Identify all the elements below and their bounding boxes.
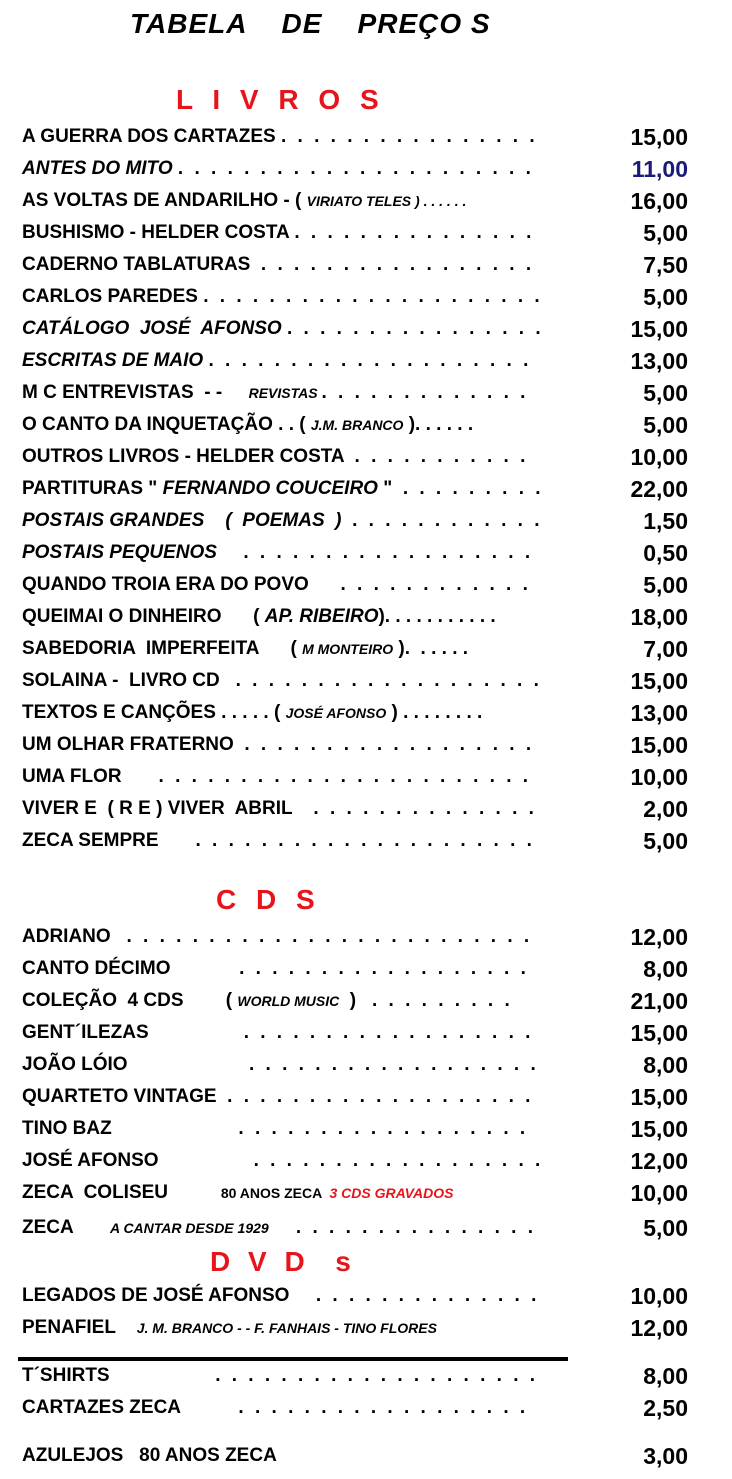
item-price: 18,00 <box>630 604 688 630</box>
cds-item <box>22 1082 688 1112</box>
livros-item <box>22 314 688 344</box>
item-name <box>22 1393 238 1423</box>
item-name-part: COLEÇÃO 4 CDS ( <box>22 990 238 1011</box>
leader-dots: . . . . . . . . . . . . . . . . . . . . . <box>195 830 535 851</box>
item-name <box>22 506 352 536</box>
item-price: 0,50 <box>643 540 688 566</box>
item-name <box>22 666 236 696</box>
livros-item <box>22 218 688 248</box>
item-price: 15,00 <box>630 668 688 694</box>
item-name <box>22 154 178 184</box>
item-name-part: AS VOLTAS DE ANDARILHO - ( <box>22 190 307 211</box>
leader-dots: . . . . . . . . . . . . . . . . . . . <box>227 1086 534 1107</box>
item-name-part: WORLD MUSIC <box>237 993 340 1009</box>
item-name-part: BUSHISMO - HELDER COSTA <box>22 222 295 243</box>
item-name <box>22 922 127 952</box>
item-name-part: AZULEJOS 80 ANOS ZECA <box>22 1445 277 1466</box>
item-name <box>22 954 239 984</box>
leader-dots: . . . . . . . . . . . . . . . . . . <box>239 958 529 979</box>
leader-dots: . . . . . . . . . . . <box>354 446 529 467</box>
leader-dots: . . . . . . . . . <box>371 990 513 1011</box>
leader-dots: . . . . . . . . . <box>402 478 544 499</box>
item-price: 15,00 <box>630 316 688 342</box>
item-price: 15,00 <box>630 1116 688 1142</box>
leader-dots: . . . . . . . . . . . . . . . . . . . . <box>208 350 532 371</box>
item-name-part: UM OLHAR FRATERNO <box>22 734 245 755</box>
item-name <box>22 378 321 408</box>
cds-item <box>22 922 688 952</box>
item-price: 7,00 <box>643 636 688 662</box>
livros-item <box>22 826 688 856</box>
livros-item <box>22 538 688 568</box>
item-name-part: ) <box>339 990 372 1011</box>
item-name <box>22 538 243 568</box>
page-title: TABELA DE PREÇO S <box>130 8 491 39</box>
extras-item <box>22 1441 688 1471</box>
livros-item <box>22 122 688 152</box>
item-name <box>22 442 355 472</box>
leader-dots: . . . . . . . . . . . . <box>340 574 531 595</box>
leader-dots: . . . . . . . . . . . . . . . . <box>280 126 538 147</box>
leader-dots: . . . . . . . . . . . . . . . . . . . <box>235 670 542 691</box>
livros-item <box>22 762 688 792</box>
livros-item <box>22 346 688 376</box>
item-price: 5,00 <box>643 572 688 598</box>
item-name-part: ESCRITAS DE MAIO <box>22 350 209 371</box>
item-price: 1,50 <box>643 508 688 534</box>
leader-dots: . . . . . . . . . . . . . . . . . . <box>238 1397 529 1418</box>
item-name <box>22 1018 244 1048</box>
item-name <box>22 794 313 824</box>
item-name-part: ZECA <box>22 1217 110 1238</box>
item-name-part: QUARTETO VINTAGE <box>22 1086 228 1107</box>
livros-item <box>22 410 688 440</box>
item-name <box>22 730 244 760</box>
item-price: 5,00 <box>643 828 688 854</box>
livros-item <box>22 570 688 600</box>
item-name-part: OUTROS LIVROS - HELDER COSTA <box>22 446 355 467</box>
item-name-part: ANTES DO MITO <box>22 158 178 179</box>
item-name-part: POSTAIS PEQUENOS <box>22 542 244 563</box>
extras-item <box>22 1393 688 1423</box>
item-name-part: " <box>377 478 403 499</box>
livros-item <box>22 794 688 824</box>
item-name-part: CATÁLOGO JOSÉ AFONSO <box>22 318 287 339</box>
item-name <box>22 1082 227 1112</box>
item-price: 10,00 <box>630 764 688 790</box>
leader-dots: . . . . . . . . . . . . . . . . <box>286 318 544 339</box>
item-name-part: JOSÉ AFONSO <box>22 1150 254 1171</box>
item-name-part: CARLOS PAREDES <box>22 286 204 307</box>
section-title-dvds: D V D s <box>210 1246 356 1277</box>
dvds-item <box>22 1313 688 1343</box>
item-price: 5,00 <box>643 1215 688 1241</box>
item-price: 5,00 <box>643 412 688 438</box>
livros-item <box>22 378 688 408</box>
item-name <box>22 1213 296 1243</box>
leader-dots: . . . . . . . . . . . . . . <box>313 798 537 819</box>
item-name <box>22 1178 453 1208</box>
item-name-part: 80 ANOS ZECA <box>220 1185 330 1201</box>
item-name <box>22 1361 215 1391</box>
item-price: 15,00 <box>630 732 688 758</box>
item-price: 13,00 <box>630 700 688 726</box>
item-name-part: TINO BAZ <box>22 1118 239 1139</box>
livros-item <box>22 442 688 472</box>
cds-item <box>22 1114 688 1144</box>
item-name <box>22 602 496 632</box>
item-price: 2,00 <box>643 796 688 822</box>
leader-dots: . . . . . . . . . . . . . . . . . . . . . . . <box>158 766 532 787</box>
leader-dots: . . . . . . . . . . . . . . . . . . <box>253 1150 544 1171</box>
livros-item <box>22 506 688 536</box>
leader-dots: . . . . . . . . . . . . . . . . . . <box>244 734 535 755</box>
item-name <box>22 762 159 792</box>
item-name-part: CADERNO TABLATURAS <box>22 254 261 275</box>
leader-dots: . . . . . . . . . . . . . . . . . . <box>243 1022 534 1043</box>
item-name <box>22 122 281 152</box>
item-price: 12,00 <box>630 924 688 950</box>
item-name <box>22 1114 238 1144</box>
item-name-part: GENT´ILEZAS <box>22 1022 244 1043</box>
item-name-part: AP. RIBEIRO <box>264 606 379 627</box>
item-name-part: J.M. BRANCO <box>310 417 404 433</box>
item-name-part: VIVER E ( R E ) VIVER ABRIL <box>22 798 314 819</box>
leader-dots: . . . . . . . . . . . . . . . . . . <box>238 1118 529 1139</box>
livros-item <box>22 154 688 184</box>
item-name-part: VIRIATO TELES ) . . . . . . <box>306 193 467 209</box>
leader-dots: . . . . . . . . . . . . . . . <box>294 222 535 243</box>
leader-dots: . . . . . . . . . . . . . . . . . . <box>248 1054 539 1075</box>
section-title-livros: L I V R O S <box>176 84 385 115</box>
item-name-part: SOLAINA - LIVRO CD <box>22 670 236 691</box>
item-name <box>22 282 203 312</box>
leader-dots: . . . . . . . . . . . . <box>352 510 543 531</box>
leader-dots: . . . . . . . . . . . . . . . . . . . . . . <box>177 158 543 179</box>
item-name-part: PENAFIEL <box>22 1317 137 1338</box>
cds-item <box>22 1178 688 1208</box>
item-name-part: JOÃO LÓIO <box>22 1054 249 1075</box>
cds-item <box>22 1050 688 1080</box>
livros-item <box>22 602 688 632</box>
item-name-part: 3 CDS GRAVADOS <box>329 1185 454 1201</box>
item-name-part: ZECA COLISEU <box>22 1182 221 1203</box>
item-name <box>22 1441 277 1471</box>
item-price: 5,00 <box>643 380 688 406</box>
item-price: 10,00 <box>630 1180 688 1206</box>
item-name <box>22 218 294 248</box>
livros-item <box>22 282 688 312</box>
item-name-part: A GUERRA DOS CARTAZES <box>22 126 281 147</box>
item-name <box>22 986 372 1016</box>
item-price: 10,00 <box>630 1283 688 1309</box>
item-name <box>22 698 482 728</box>
item-price: 21,00 <box>630 988 688 1014</box>
livros-item <box>22 666 688 696</box>
item-name <box>22 314 287 344</box>
livros-item <box>22 698 688 728</box>
extras-item <box>22 1361 688 1391</box>
leader-dots: . . . . . . . . . . . . . . . <box>295 1217 536 1238</box>
item-price: 3,00 <box>643 1443 688 1469</box>
leader-dots: . . . . . . . . . . . . . . . . . . <box>243 542 534 563</box>
item-name-part: REVISTAS <box>248 385 322 401</box>
section-title-cds: C D S <box>216 884 321 915</box>
item-name <box>22 474 403 504</box>
item-price: 12,00 <box>630 1315 688 1341</box>
leader-dots: . . . . . . . . . . . . . <box>321 382 529 403</box>
item-price: 15,00 <box>630 1020 688 1046</box>
item-name-part: T´SHIRTS <box>22 1365 216 1386</box>
item-price: 15,00 <box>630 124 688 150</box>
item-name <box>22 1313 437 1343</box>
item-name <box>22 1146 254 1176</box>
cds-item <box>22 1146 688 1176</box>
item-price: 5,00 <box>643 284 688 310</box>
leader-dots: . . . . . . . . . . . . . . . . . <box>260 254 535 275</box>
cds-item <box>22 1018 688 1048</box>
item-name-part: ). . . . . . <box>403 414 474 435</box>
livros-item <box>22 474 688 504</box>
cds-item <box>22 986 688 1016</box>
item-name-part: ADRIANO <box>22 926 127 947</box>
item-name-part: TEXTOS E CANÇÕES . . . . . ( <box>22 702 286 723</box>
item-price: 16,00 <box>630 188 688 214</box>
item-name <box>22 634 468 664</box>
item-name <box>22 570 340 600</box>
item-price: 5,00 <box>643 220 688 246</box>
item-name-part: JOSÉ AFONSO <box>285 705 387 721</box>
item-name-part: POSTAIS GRANDES ( POEMAS ) <box>22 510 353 531</box>
item-name <box>22 410 473 440</box>
item-name-part: LEGADOS DE JOSÉ AFONSO <box>22 1285 316 1306</box>
cds-item <box>22 954 688 984</box>
item-name <box>22 1281 316 1311</box>
item-name <box>22 1050 249 1080</box>
item-price: 8,00 <box>643 1052 688 1078</box>
item-name-part: O CANTO DA INQUETAÇÃO . . ( <box>22 414 311 435</box>
item-price: 13,00 <box>630 348 688 374</box>
leader-dots: . . . . . . . . . . . . . . <box>315 1285 540 1306</box>
item-name-part: UMA FLOR <box>22 766 159 787</box>
cds-item <box>22 1213 688 1243</box>
item-name <box>22 250 261 280</box>
item-name-part: M MONTEIRO <box>302 641 394 657</box>
item-name-part: CARTAZES ZECA <box>22 1397 239 1418</box>
item-price: 12,00 <box>630 1148 688 1174</box>
item-name-part: QUANDO TROIA ERA DO POVO <box>22 574 341 595</box>
item-name-part: ). . . . . . <box>393 638 469 659</box>
item-name-part: CANTO DÉCIMO <box>22 958 240 979</box>
item-price: 8,00 <box>643 956 688 982</box>
livros-item <box>22 634 688 664</box>
item-name-part: SABEDORIA IMPERFEITA ( <box>22 638 303 659</box>
item-name-part: QUEIMAI O DINHEIRO ( <box>22 606 265 627</box>
item-price: 15,00 <box>630 1084 688 1110</box>
livros-item <box>22 250 688 280</box>
item-name-part: ) . . . . . . . . <box>386 702 483 723</box>
dvds-item <box>22 1281 688 1311</box>
item-price: 2,50 <box>643 1395 688 1421</box>
item-name <box>22 186 466 216</box>
leader-dots: . . . . . . . . . . . . . . . . . . . . . <box>203 286 543 307</box>
item-name <box>22 346 209 376</box>
item-name-part: PARTITURAS " <box>22 478 163 499</box>
item-name-part: ). . . . . . . . . . . <box>378 606 496 627</box>
item-name-part: FERNANDO COUCEIRO <box>162 478 378 499</box>
item-name-part: M C ENTREVISTAS - - <box>22 382 249 403</box>
item-price: 8,00 <box>643 1363 688 1389</box>
item-name-part: ZECA SEMPRE <box>22 830 196 851</box>
item-name-part: J. M. BRANCO - - F. FANHAIS - TINO FLORES <box>136 1320 437 1336</box>
item-name-part: A CANTAR DESDE 1929 <box>109 1220 296 1236</box>
leader-dots: . . . . . . . . . . . . . . . . . . . . . . . . . <box>126 926 533 947</box>
item-name <box>22 826 196 856</box>
item-price: 22,00 <box>630 476 688 502</box>
item-price: 10,00 <box>630 444 688 470</box>
livros-item <box>22 730 688 760</box>
leader-dots: . . . . . . . . . . . . . . . . . . . . <box>215 1365 539 1386</box>
livros-item <box>22 186 688 216</box>
item-price: 11,00 <box>631 156 688 182</box>
item-price: 7,50 <box>643 252 688 278</box>
